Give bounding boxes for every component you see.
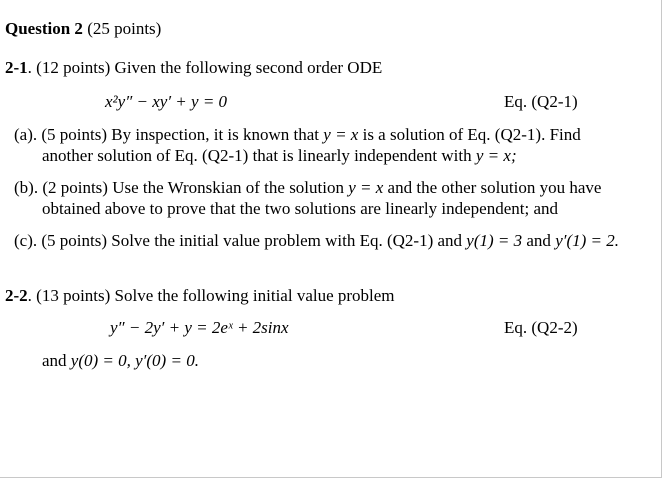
part1-a-text3: another solution of Eq. (Q2-1) that is linearly independent with (42, 146, 472, 165)
part1-b-text1: (b). (2 points) Use the Wronskian of the solution (14, 178, 344, 197)
part1-intro-text: . (12 points) Given the following second order ODE (27, 58, 383, 77)
part1-a-line2 (42, 146, 517, 166)
part2-cond-math: y(0) = 0, y′(0) = 0. (70, 351, 199, 370)
part1-b-line1 (14, 178, 601, 198)
part1-a-math1: y = x (323, 125, 359, 144)
equation-q2-1: x²y″ − xy′ + y = 0 (105, 92, 228, 111)
part2-intro-text: . (13 points) Solve the following initial value problem (27, 286, 395, 305)
part1-a-math2: y = x; (475, 146, 517, 165)
equation-q2-2: y″ − 2y′ + y = 2eˣ + 2sinx (110, 318, 289, 337)
part1-intro (5, 58, 382, 78)
part1-c-text2: and (526, 231, 551, 250)
part2-conditions (42, 351, 199, 371)
part1-c-math2: y′(1) = 2. (555, 231, 619, 250)
part1-c-text1: (c). (5 points) Solve the initial value problem with Eq. (Q2-1) and (14, 231, 463, 250)
part1-number: 2-1 (5, 58, 28, 77)
part1-b-text2: and the other solution you have (387, 178, 602, 197)
question-title: Question 2 (5, 19, 83, 38)
part2-intro (5, 286, 395, 306)
equation-label-q2-2: Eq. (Q2-2) (504, 318, 578, 337)
part1-a-line1 (14, 125, 581, 145)
part1-c-math1: y(1) = 3 (466, 231, 523, 250)
part1-b-line2: obtained above to prove that the two solutions are linearly independent; and (42, 199, 558, 218)
equation-label-q2-1: Eq. (Q2-1) (504, 92, 578, 111)
part1-b-math1: y = x (348, 178, 384, 197)
question-points: (25 points) (82, 19, 162, 38)
question-heading (5, 19, 161, 39)
part1-c-line (14, 231, 619, 251)
part2-number: 2-2 (5, 286, 28, 305)
part2-cond-text: and (42, 351, 67, 370)
part1-a-text1: (a). (5 points) By inspection, it is known that (14, 125, 320, 144)
part1-a-text2: is a solution of Eq. (Q2-1). Find (362, 125, 581, 144)
